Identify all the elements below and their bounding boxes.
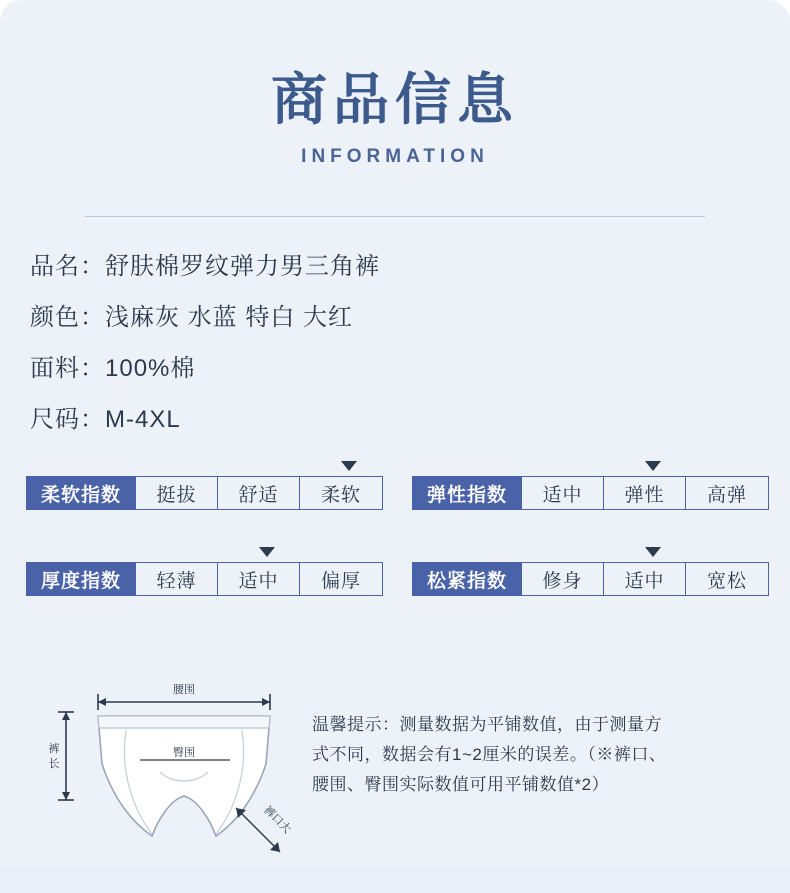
top-right-corner-decor — [764, 0, 790, 34]
index-selected-marker-icon — [259, 547, 275, 557]
spec-label: 尺码： — [30, 406, 105, 433]
index-option[interactable]: 舒适 — [218, 477, 300, 509]
index-option[interactable]: 适中 — [522, 477, 604, 509]
tip-line: 温馨提示：测量数据为平铺数值，由于测量方 — [312, 715, 662, 734]
spec-row — [30, 357, 760, 381]
briefs-outline — [98, 716, 270, 836]
index-option[interactable]: 适中 — [604, 563, 686, 595]
spec-row — [30, 306, 760, 330]
index-group-tightness — [412, 562, 769, 596]
page-title: 商品信息 — [271, 68, 519, 133]
index-option[interactable]: 宽松 — [706, 570, 747, 592]
index-option[interactable]: 适中 — [218, 563, 300, 595]
index-options — [136, 562, 383, 596]
leg-opening-label: 裤口大 — [261, 803, 294, 836]
spec-label: 品名： — [30, 253, 105, 280]
top-white-strip — [0, 0, 790, 10]
spec-value: 100%棉 — [105, 355, 196, 382]
measurement-diagram — [40, 660, 320, 860]
index-selected-marker-icon — [645, 461, 661, 471]
briefs-measurement-svg — [40, 660, 320, 860]
spec-row — [30, 408, 760, 432]
index-options — [136, 476, 383, 510]
index-name: 弹性指数 — [412, 476, 522, 510]
top-left-corner-decor — [0, 0, 26, 34]
page-subtitle: INFORMATION — [301, 145, 489, 167]
header-divider — [85, 216, 705, 217]
spec-value: M-4XL — [105, 406, 181, 433]
index-option[interactable]: 挺拔 — [136, 477, 218, 509]
index-option[interactable]: 偏厚 — [320, 570, 361, 592]
page-header — [0, 70, 790, 168]
index-options — [522, 476, 769, 510]
index-options — [522, 562, 769, 596]
spec-label: 颜色： — [30, 304, 105, 331]
waist-label: 腰围 — [173, 684, 195, 696]
index-option[interactable]: 弹性 — [604, 477, 686, 509]
index-row — [412, 562, 769, 596]
bottom-band — [0, 867, 790, 893]
length-label-char2: 长 — [48, 758, 60, 770]
waistband — [98, 716, 270, 728]
index-group-softness — [26, 476, 383, 510]
spec-value: 舒肤棉罗纹弹力男三角裤 — [105, 253, 380, 280]
index-selected-marker-icon — [645, 547, 661, 557]
index-row — [26, 562, 383, 596]
index-group-thickness — [26, 562, 383, 596]
hip-label: 臀围 — [173, 747, 195, 759]
index-option[interactable]: 修身 — [522, 563, 604, 595]
index-name: 厚度指数 — [26, 562, 136, 596]
spec-label: 面料： — [30, 355, 105, 382]
index-option[interactable]: 高弹 — [706, 484, 747, 506]
spec-value: 浅麻灰 水蓝 特白 大红 — [105, 304, 354, 331]
index-tables — [0, 462, 790, 607]
index-selected-marker-icon — [341, 461, 357, 471]
index-option[interactable]: 轻薄 — [136, 563, 218, 595]
spec-row — [30, 255, 760, 279]
tip-line: 式不同，数据会有1~2厘米的误差。（※裤口、 — [312, 745, 667, 764]
index-name: 柔软指数 — [26, 476, 136, 510]
index-option[interactable]: 柔软 — [320, 484, 361, 506]
tip-line: 腰围、臀围实际数值可用平铺数值*2） — [312, 775, 610, 794]
index-row — [412, 476, 769, 510]
spec-list — [30, 255, 760, 459]
index-row — [26, 476, 383, 510]
index-name: 松紧指数 — [412, 562, 522, 596]
index-group-elasticity — [412, 476, 769, 510]
measurement-tip — [312, 710, 732, 800]
length-label-char1: 裤 — [48, 743, 60, 755]
